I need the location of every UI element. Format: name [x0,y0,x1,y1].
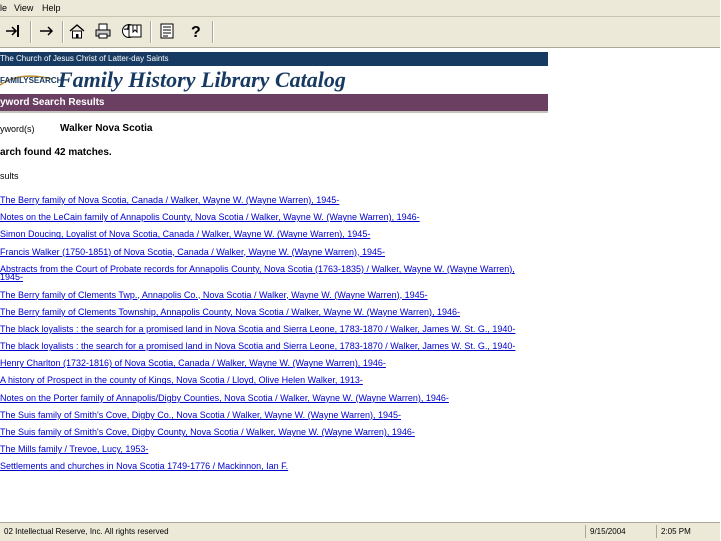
status-copyright: 02 Intellectual Reserve, Inc. All rights reserved [4,527,169,536]
result-link[interactable]: Abstracts from the Court of Probate records for Annapolis County, Nova Scotia (1763-1835) / Walker, Wayne W. (Wayne Warren), 1945- [0,263,515,283]
home-icon[interactable] [66,20,88,42]
toolbar [0,17,720,48]
match-count: arch found 42 matches. [0,147,112,158]
result-link[interactable]: The Mills family / Trevoe, Lucy, 1953- [0,444,149,455]
menu-view[interactable]: View [14,3,34,13]
result-link[interactable]: The Suis family of Smith's Cove, Digby Co., Nova Scotia / Walker, Wayne W. (Wayne Warren), 1945- [0,409,402,420]
result-link[interactable]: The black loyalists : the search for a promised land in Nova Scotia and Sierra Leone, 1783-1870 / Walker, James W. St. G., 1940- [0,341,516,352]
status-date: 9/15/2004 [585,525,656,538]
status-time: 2:05 PM [656,525,721,538]
toolbar-separator [62,21,64,43]
result-link[interactable]: Settlements and churches in Nova Scotia 1749-1776 / Mackinnon, Ian F. [0,461,289,472]
familysearch-logo [0,69,63,89]
result-link[interactable]: Francis Walker (1750-1851) of Nova Scotia, Canada / Walker, Wayne W. (Wayne Warren), 1945- [0,246,385,257]
menu-help[interactable]: Help [42,3,61,13]
catalog-page [0,48,720,522]
toolbar-separator [30,21,32,43]
result-link[interactable]: The Berry family of Clements Township, Annapolis County, Nova Scotia / Walker, Wayne W. (Wayne Warren), 1946- [0,306,461,317]
svg-text:FAMILYSEARCH: FAMILYSEARCH [0,76,63,85]
results-header: yword Search Results [0,94,548,113]
svg-text:?: ? [191,24,201,41]
toolbar-separator [212,21,214,43]
result-link[interactable]: The black loyalists : the search for a promised land in Nova Scotia and Sierra Leone, 1783-1870 / Walker, James W. St. G., 1940- [0,323,516,334]
result-link[interactable]: Simon Doucing, Loyalist of Nova Scotia, Canada / Walker, Wayne W. (Wayne Warren), 1945- [0,229,371,240]
result-link[interactable]: The Berry family of Nova Scotia, Canada / Walker, Wayne W. (Wayne Warren), 1945- [0,195,340,205]
bookmark-icon[interactable] [124,20,146,42]
exit-icon[interactable] [2,20,24,42]
result-link[interactable]: The Berry family of Clements Twp., Annapolis Co., Nova Scotia / Walker, Wayne W. (Wayne Warren), 1945- [0,289,428,300]
back-icon[interactable] [36,20,58,42]
print-icon[interactable] [92,20,114,42]
help-icon[interactable] [184,20,206,42]
keyword-value: Walker Nova Scotia [60,123,153,134]
status-bar [0,522,720,541]
toolbar-separator [150,21,152,43]
menu-file[interactable]: le [0,3,8,13]
page-title: Family History Library Catalog [58,67,346,92]
notes-icon[interactable] [156,20,178,42]
result-list [0,196,548,480]
result-link[interactable]: Henry Charlton (1732-1816) of Nova Scotia, Canada / Walker, Wayne W. (Wayne Warren), 1946- [0,358,386,369]
results-label: sults [0,171,19,181]
church-banner: The Church of Jesus Christ of Latter-day Saints [0,52,548,66]
result-link[interactable]: Notes on the Porter family of Annapolis/Digby Counties, Nova Scotia / Walker, Wayne W. (Wayne Warren), 1946- [0,392,449,403]
keyword-label: yword(s) [0,124,35,134]
result-link[interactable]: Notes on the LeCain family of Annapolis County, Nova Scotia / Walker, Wayne W. (Wayne Warren), 1946- [0,212,420,223]
result-link[interactable]: The Suis family of Smith's Cove, Digby County, Nova Scotia / Walker, Wayne W. (Wayne Warren), 1946- [0,427,415,438]
menu-bar [0,0,720,17]
result-link[interactable]: A history of Prospect in the county of Kings, Nova Scotia / Lloyd, Olive Helen Walker, 1913- [0,375,363,386]
